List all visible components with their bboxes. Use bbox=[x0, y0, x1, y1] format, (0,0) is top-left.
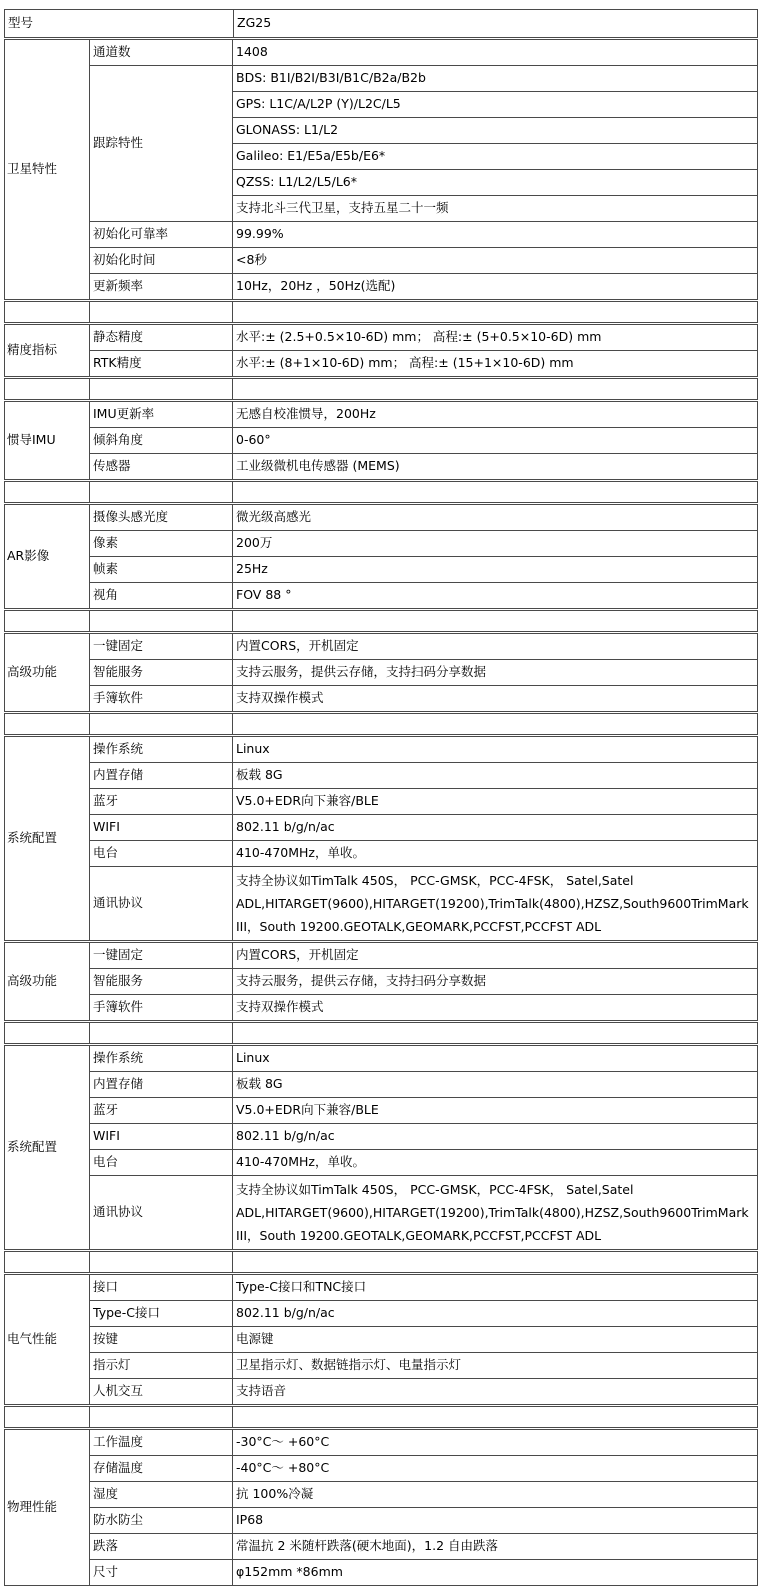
spacer-label-cell bbox=[90, 379, 233, 400]
spec-label-cell: 摄像头感光度 bbox=[90, 505, 233, 531]
spec-label-cell: 帧素 bbox=[90, 557, 233, 583]
spec-label-cell: 手簿软件 bbox=[90, 686, 233, 712]
spacer-value-cell bbox=[233, 611, 758, 632]
spec-value-cell: 无感自校准惯导，200Hz bbox=[233, 402, 758, 428]
spec-row bbox=[5, 454, 758, 480]
spec-label-cell: 内置存储 bbox=[90, 1072, 233, 1098]
spec-label-cell: 按键 bbox=[90, 1327, 233, 1353]
spec-row bbox=[5, 1482, 758, 1508]
spec-value-cell: IP68 bbox=[233, 1508, 758, 1534]
spec-row bbox=[5, 1301, 758, 1327]
model-label-cell: 型号 bbox=[5, 10, 234, 38]
spec-value-cell: Linux bbox=[233, 1046, 758, 1072]
spec-label-cell: 内置存储 bbox=[90, 763, 233, 789]
spec-row bbox=[5, 763, 758, 789]
spec-label-cell: 人机交互 bbox=[90, 1379, 233, 1405]
spec-value-cell: GLONASS: L1/L2 bbox=[233, 118, 758, 144]
section-category-cell: 系统配置 bbox=[5, 737, 90, 941]
spec-row bbox=[5, 1353, 758, 1379]
spec-value-cell: 99.99% bbox=[233, 222, 758, 248]
spec-row bbox=[5, 995, 758, 1021]
section-table bbox=[4, 736, 758, 941]
section-table bbox=[4, 633, 758, 712]
spacer-category-cell bbox=[5, 1407, 90, 1428]
spacer-category-cell bbox=[5, 1023, 90, 1044]
spec-label-cell: 智能服务 bbox=[90, 660, 233, 686]
spec-value-cell: -30°C～ +60°C bbox=[233, 1430, 758, 1456]
spec-row bbox=[5, 40, 758, 66]
spec-value-cell: -40°C～ +80°C bbox=[233, 1456, 758, 1482]
spec-row bbox=[5, 248, 758, 274]
spec-value-cell: 0-60° bbox=[233, 428, 758, 454]
spec-label-cell: 电台 bbox=[90, 841, 233, 867]
spec-label-cell: 指示灯 bbox=[90, 1353, 233, 1379]
spacer-value-cell bbox=[233, 302, 758, 323]
spec-value-cell: 802.11 b/g/n/ac bbox=[233, 1124, 758, 1150]
spec-row bbox=[5, 325, 758, 351]
spec-label-cell: 蓝牙 bbox=[90, 1098, 233, 1124]
spec-row bbox=[5, 66, 758, 92]
spec-row bbox=[5, 583, 758, 609]
spacer-label-cell bbox=[90, 1252, 233, 1273]
spacer-table bbox=[4, 1022, 758, 1044]
spec-value-cell: 内置CORS，开机固定 bbox=[233, 634, 758, 660]
spec-value-cell: 水平:± (2.5+0.5×10-6D) mm； 高程:± (5+0.5×10-6D) mm bbox=[233, 325, 758, 351]
spec-row bbox=[5, 351, 758, 377]
spec-row bbox=[5, 686, 758, 712]
spec-label-cell: 初始化时间 bbox=[90, 248, 233, 274]
spec-value-cell: GPS: L1C/A/L2P (Y)/L2C/L5 bbox=[233, 92, 758, 118]
spec-label-cell: 防水防尘 bbox=[90, 1508, 233, 1534]
spec-label-cell: 跟踪特性 bbox=[90, 66, 233, 222]
spacer-table bbox=[4, 610, 758, 632]
spec-row bbox=[5, 1508, 758, 1534]
spec-value-cell: 1408 bbox=[233, 40, 758, 66]
spacer-value-cell bbox=[233, 714, 758, 735]
spec-value-cell: 工业级微机电传感器 (MEMS) bbox=[233, 454, 758, 480]
spacer-category-cell bbox=[5, 482, 90, 503]
spec-label-cell: 湿度 bbox=[90, 1482, 233, 1508]
spec-value-cell: FOV 88 ° bbox=[233, 583, 758, 609]
spec-value-cell: 200万 bbox=[233, 531, 758, 557]
spacer-label-cell bbox=[90, 1023, 233, 1044]
spec-row bbox=[5, 660, 758, 686]
spec-label-cell: 蓝牙 bbox=[90, 789, 233, 815]
spec-label-cell: 一键固定 bbox=[90, 634, 233, 660]
spec-label-cell: 操作系统 bbox=[90, 1046, 233, 1072]
spec-value-cell: 常温抗 2 米随杆跌落(硬木地面)，1.2 自由跌落 bbox=[233, 1534, 758, 1560]
spec-value-cell: QZSS: L1/L2/L5/L6* bbox=[233, 170, 758, 196]
spec-label-cell: 跌落 bbox=[90, 1534, 233, 1560]
spec-value-cell: 支持双操作模式 bbox=[233, 995, 758, 1021]
spec-label-cell: 通道数 bbox=[90, 40, 233, 66]
spec-row bbox=[5, 1098, 758, 1124]
spacer-row bbox=[5, 482, 758, 503]
spec-label-cell: 电台 bbox=[90, 1150, 233, 1176]
spec-row bbox=[5, 1534, 758, 1560]
spec-value-cell: 802.11 b/g/n/ac bbox=[233, 815, 758, 841]
section-category-cell: 精度指标 bbox=[5, 325, 90, 377]
spec-label-cell: 接口 bbox=[90, 1275, 233, 1301]
spacer-table bbox=[4, 1406, 758, 1428]
spec-label-cell: 初始化可靠率 bbox=[90, 222, 233, 248]
spacer-value-cell bbox=[233, 1252, 758, 1273]
spec-row bbox=[5, 274, 758, 300]
spec-value-cell: BDS: B1I/B2I/B3I/B1C/B2a/B2b bbox=[233, 66, 758, 92]
spec-row bbox=[5, 1176, 758, 1250]
spec-row bbox=[5, 1430, 758, 1456]
section-category-cell: 卫星特性 bbox=[5, 40, 90, 300]
spec-label-cell: 智能服务 bbox=[90, 969, 233, 995]
spec-value-cell: 25Hz bbox=[233, 557, 758, 583]
spec-label-cell: 视角 bbox=[90, 583, 233, 609]
spacer-label-cell bbox=[90, 714, 233, 735]
spacer-category-cell bbox=[5, 714, 90, 735]
spec-label-cell: 倾斜角度 bbox=[90, 428, 233, 454]
spacer-value-cell bbox=[233, 1023, 758, 1044]
spec-label-cell: 一键固定 bbox=[90, 943, 233, 969]
spec-label-cell: WIFI bbox=[90, 1124, 233, 1150]
spec-row bbox=[5, 1456, 758, 1482]
spec-label-cell: 手簿软件 bbox=[90, 995, 233, 1021]
spec-label-cell: 像素 bbox=[90, 531, 233, 557]
spec-row bbox=[5, 1124, 758, 1150]
spacer-table bbox=[4, 481, 758, 503]
model-value-cell: ZG25 bbox=[234, 10, 758, 38]
spacer-category-cell bbox=[5, 379, 90, 400]
spec-value-cell: 卫星指示灯、数据链指示灯、电量指示灯 bbox=[233, 1353, 758, 1379]
spec-row bbox=[5, 867, 758, 941]
spec-value-cell: 支持全协议如TimTalk 450S， PCC-GMSK，PCC-4FSK， Satel,Satel ADL,HITARGET(9600),HITARGET(19200),TrimTalk(4800),HZSZ,South9600TrimMark III，South 19200.GEOTALK,GEOMARK,PCCFST,PCCFST ADL bbox=[233, 867, 758, 941]
spec-value-cell: 板载 8G bbox=[233, 1072, 758, 1098]
spec-label-cell: 通讯协议 bbox=[90, 1176, 233, 1250]
spacer-table bbox=[4, 378, 758, 400]
spec-label-cell: WIFI bbox=[90, 815, 233, 841]
section-category-cell: 高级功能 bbox=[5, 634, 90, 712]
spec-row bbox=[5, 1150, 758, 1176]
spec-label-cell: IMU更新率 bbox=[90, 402, 233, 428]
section-table bbox=[4, 401, 758, 480]
spacer-category-cell bbox=[5, 611, 90, 632]
spec-label-cell: 操作系统 bbox=[90, 737, 233, 763]
spec-row bbox=[5, 1379, 758, 1405]
spacer-label-cell bbox=[90, 302, 233, 323]
spec-value-cell: 内置CORS，开机固定 bbox=[233, 943, 758, 969]
spec-row bbox=[5, 943, 758, 969]
product-spec-sheet bbox=[4, 9, 758, 1586]
spec-value-cell: 水平:± (8+1×10-6D) mm； 高程:± (15+1×10-6D) mm bbox=[233, 351, 758, 377]
section-table bbox=[4, 1274, 758, 1405]
section-table bbox=[4, 324, 758, 377]
spacer-value-cell bbox=[233, 379, 758, 400]
spacer-value-cell bbox=[233, 1407, 758, 1428]
section-category-cell: 惯导IMU bbox=[5, 402, 90, 480]
section-category-cell: 电气性能 bbox=[5, 1275, 90, 1405]
section-table bbox=[4, 942, 758, 1021]
spec-row bbox=[5, 402, 758, 428]
section-category-cell: 物理性能 bbox=[5, 1430, 90, 1586]
spec-row bbox=[5, 557, 758, 583]
spec-row bbox=[5, 789, 758, 815]
spec-label-cell: 通讯协议 bbox=[90, 867, 233, 941]
spec-label-cell: 更新频率 bbox=[90, 274, 233, 300]
section-table bbox=[4, 1429, 758, 1586]
spec-row bbox=[5, 505, 758, 531]
spec-value-cell: 10Hz，20Hz ，50Hz(选配) bbox=[233, 274, 758, 300]
spec-row bbox=[5, 841, 758, 867]
spec-label-cell: 存储温度 bbox=[90, 1456, 233, 1482]
spacer-table bbox=[4, 713, 758, 735]
spec-value-cell: 支持双操作模式 bbox=[233, 686, 758, 712]
spec-value-cell: 支持云服务，提供云存储，支持扫码分享数据 bbox=[233, 660, 758, 686]
spec-row bbox=[5, 1560, 758, 1586]
spec-value-cell: φ152mm *86mm bbox=[233, 1560, 758, 1586]
spec-row bbox=[5, 1046, 758, 1072]
model-header-table bbox=[4, 9, 758, 38]
spec-row bbox=[5, 969, 758, 995]
spec-value-cell: <8秒 bbox=[233, 248, 758, 274]
spacer-label-cell bbox=[90, 1407, 233, 1428]
spacer-row bbox=[5, 611, 758, 632]
spec-label-cell: Type-C接口 bbox=[90, 1301, 233, 1327]
section-table bbox=[4, 1045, 758, 1250]
spec-row bbox=[5, 1072, 758, 1098]
spacer-row bbox=[5, 379, 758, 400]
section-category-cell: 系统配置 bbox=[5, 1046, 90, 1250]
spacer-label-cell bbox=[90, 482, 233, 503]
spec-value-cell: 410-470MHz，单收。 bbox=[233, 841, 758, 867]
spec-value-cell: 电源键 bbox=[233, 1327, 758, 1353]
spec-value-cell: 板载 8G bbox=[233, 763, 758, 789]
spec-row bbox=[5, 737, 758, 763]
spec-label-cell: 静态精度 bbox=[90, 325, 233, 351]
spacer-row bbox=[5, 302, 758, 323]
spec-value-cell: 410-470MHz，单收。 bbox=[233, 1150, 758, 1176]
spacer-category-cell bbox=[5, 1252, 90, 1273]
spacer-row bbox=[5, 714, 758, 735]
spec-label-cell: RTK精度 bbox=[90, 351, 233, 377]
spacer-row bbox=[5, 1023, 758, 1044]
spec-value-cell: 抗 100%冷凝 bbox=[233, 1482, 758, 1508]
spec-label-cell: 尺寸 bbox=[90, 1560, 233, 1586]
spec-value-cell: 微光级高感光 bbox=[233, 505, 758, 531]
spec-value-cell: 支持全协议如TimTalk 450S， PCC-GMSK，PCC-4FSK， Satel,Satel ADL,HITARGET(9600),HITARGET(19200),TrimTalk(4800),HZSZ,South9600TrimMark III，South 19200.GEOTALK,GEOMARK,PCCFST,PCCFST ADL bbox=[233, 1176, 758, 1250]
spec-row bbox=[5, 634, 758, 660]
spec-row bbox=[5, 531, 758, 557]
spacer-row bbox=[5, 1252, 758, 1273]
spec-value-cell: V5.0+EDR向下兼容/BLE bbox=[233, 789, 758, 815]
spec-label-cell: 传感器 bbox=[90, 454, 233, 480]
spec-row bbox=[5, 815, 758, 841]
section-table bbox=[4, 504, 758, 609]
spacer-value-cell bbox=[233, 482, 758, 503]
spec-label-cell: 工作温度 bbox=[90, 1430, 233, 1456]
spec-value-cell: Type-C接口和TNC接口 bbox=[233, 1275, 758, 1301]
section-category-cell: 高级功能 bbox=[5, 943, 90, 1021]
spec-value-cell: 支持北斗三代卫星，支持五星二十一频 bbox=[233, 196, 758, 222]
spacer-row bbox=[5, 1407, 758, 1428]
spec-value-cell: Galileo: E1/E5a/E5b/E6* bbox=[233, 144, 758, 170]
section-category-cell: AR影像 bbox=[5, 505, 90, 609]
spec-value-cell: V5.0+EDR向下兼容/BLE bbox=[233, 1098, 758, 1124]
spacer-category-cell bbox=[5, 302, 90, 323]
spacer-table bbox=[4, 301, 758, 323]
spec-row bbox=[5, 222, 758, 248]
spec-value-cell: 802.11 b/g/n/ac bbox=[233, 1301, 758, 1327]
spacer-table bbox=[4, 1251, 758, 1273]
section-table bbox=[4, 39, 758, 300]
spec-value-cell: 支持云服务，提供云存储，支持扫码分享数据 bbox=[233, 969, 758, 995]
spec-row bbox=[5, 1275, 758, 1301]
spec-row bbox=[5, 428, 758, 454]
spec-value-cell: 支持语音 bbox=[233, 1379, 758, 1405]
model-header-row bbox=[5, 10, 758, 38]
spacer-label-cell bbox=[90, 611, 233, 632]
spec-row bbox=[5, 1327, 758, 1353]
spec-value-cell: Linux bbox=[233, 737, 758, 763]
